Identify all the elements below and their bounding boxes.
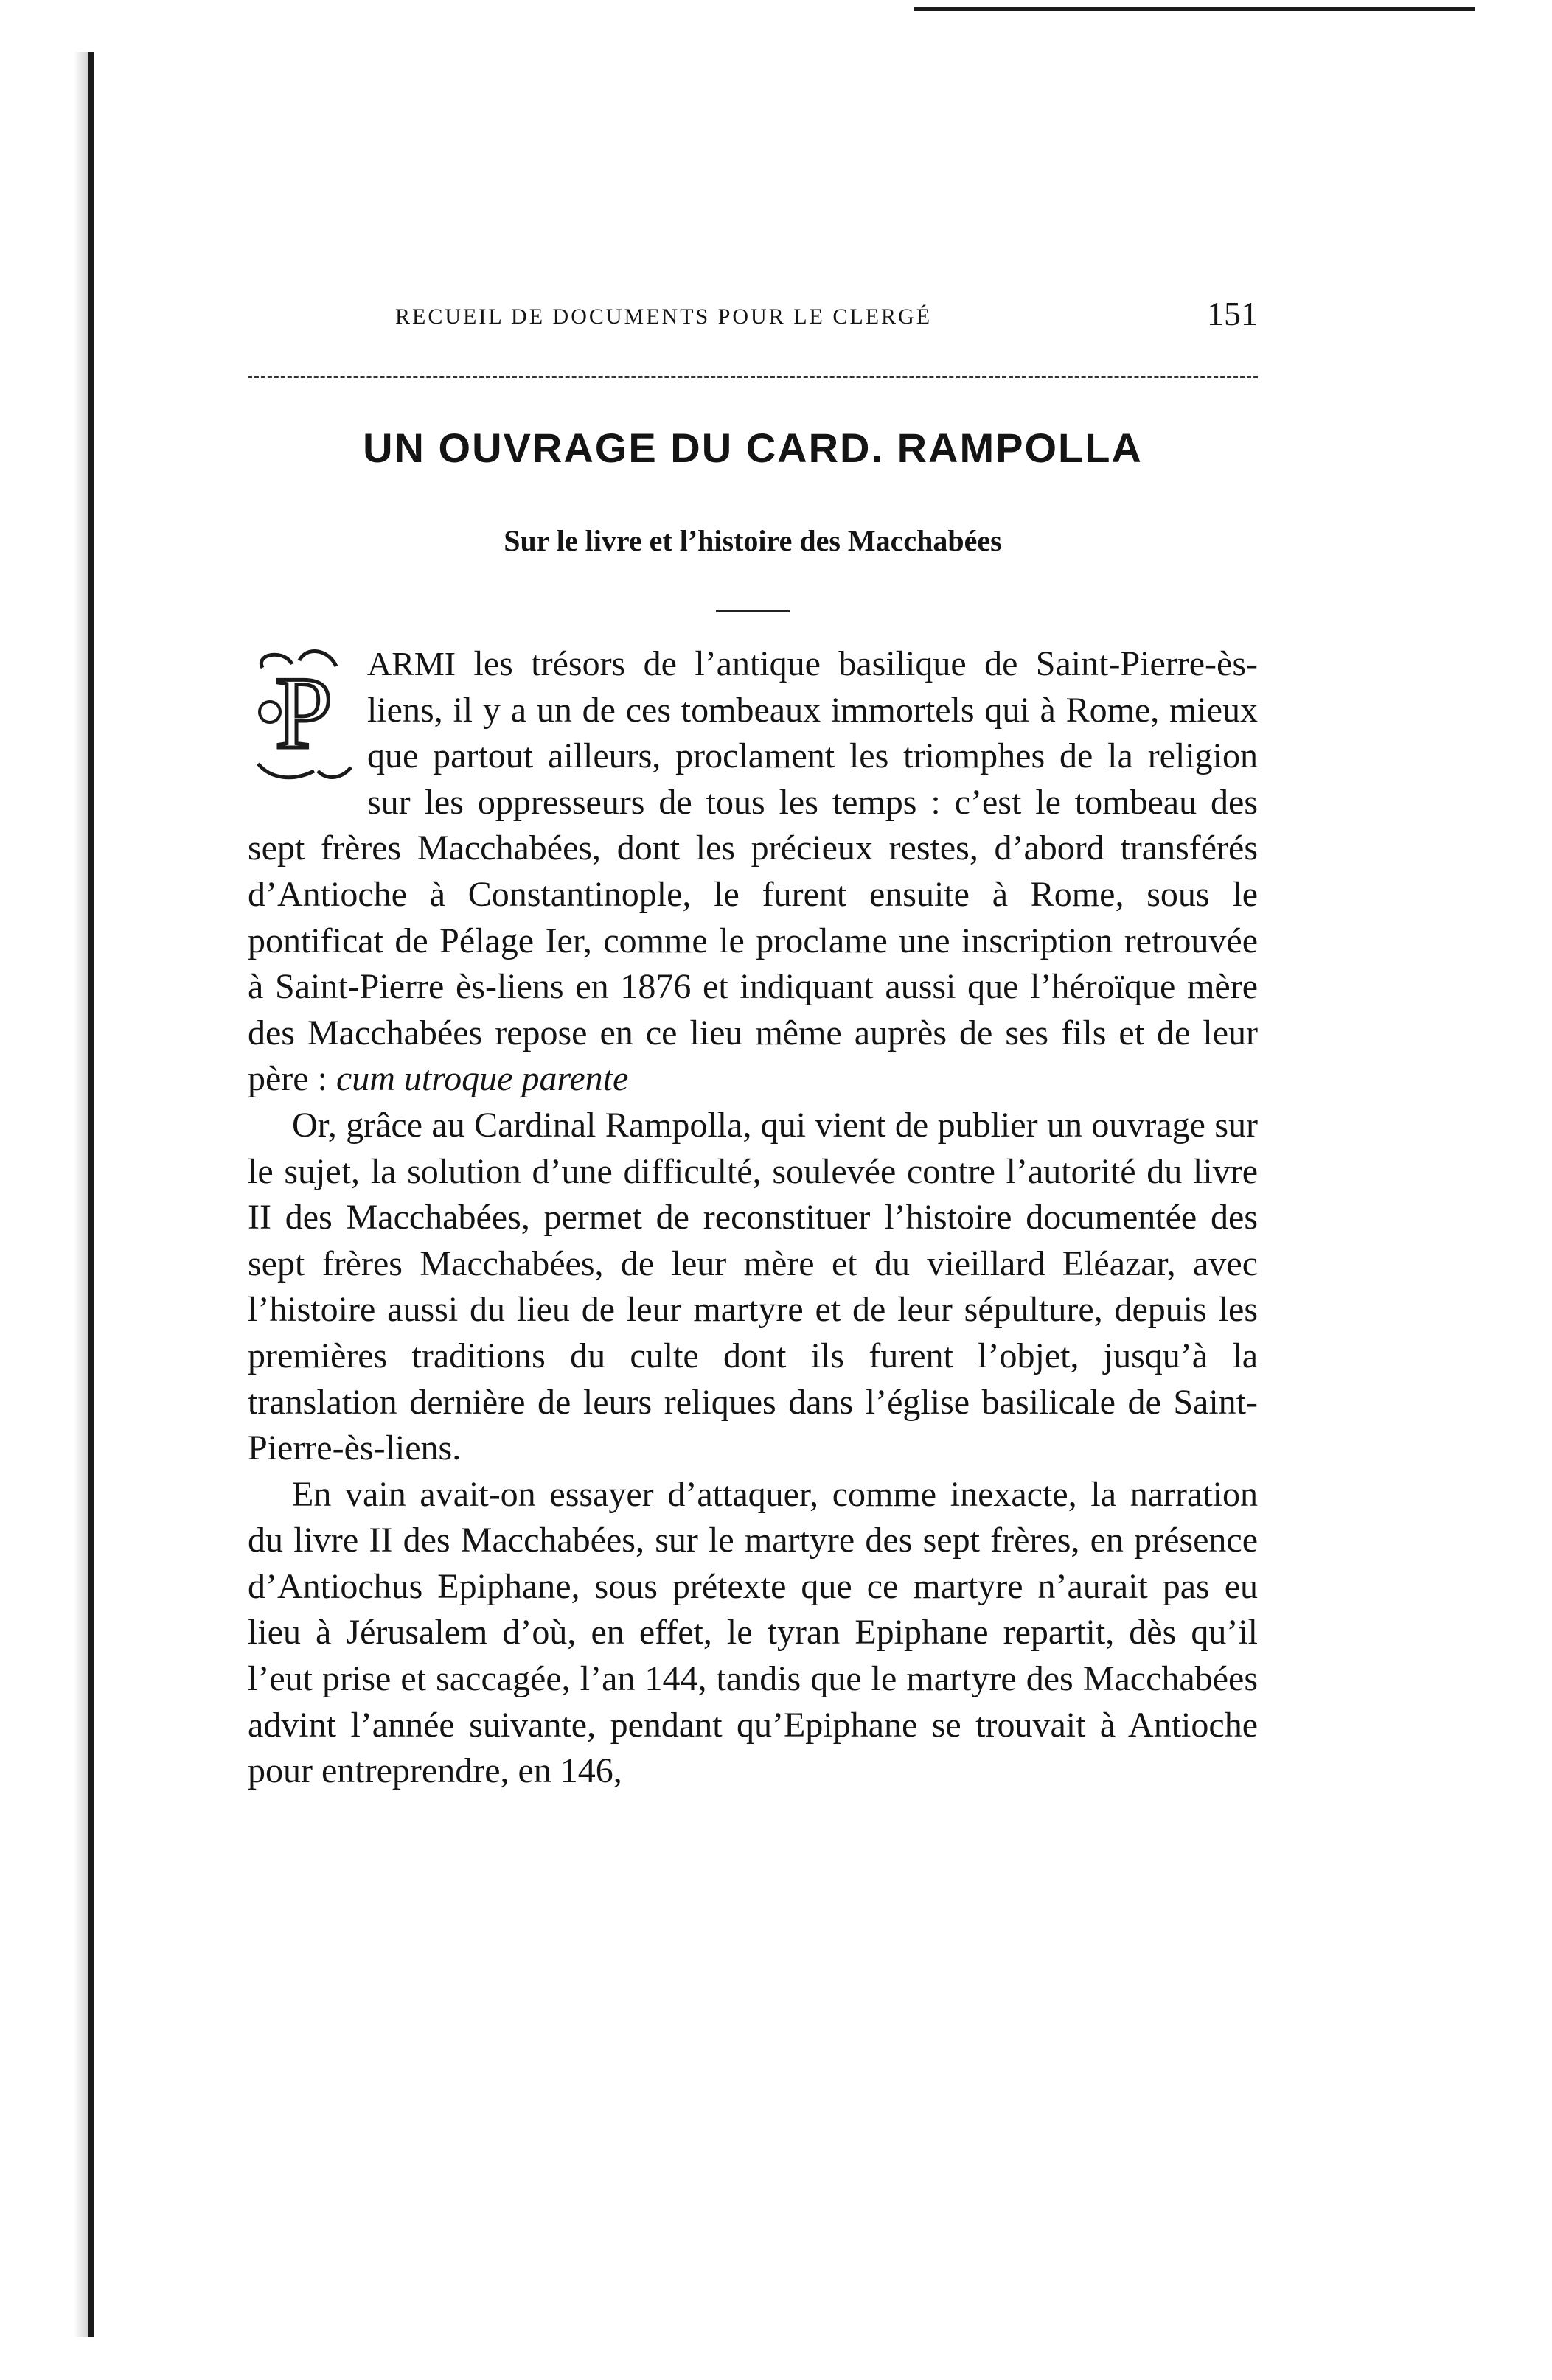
article-subtitle: Sur le livre et l’histoire des Macchabées	[504, 524, 1002, 557]
dropcap-ornament-icon	[248, 646, 357, 786]
paragraph-1-text: les trésors de l’antique basilique de Saint-Pierre-ès-liens, il y a un de ces tombeaux immortels qui à Rome, mieux que partout ailleurs, proclament les triomphes de la religion sur les oppresseurs de tous les temps : c’est le tombeau des sept frères Macchabées, dont les précieux restes, d’abord transférés d’Antioche à Constantinople, le furent ensuite à Rome, sous le pontificat de Pélage Ier, comme le proclame une inscription retrouvée à Saint-Pierre ès-liens en 1876 et indiquant aussi que l’héroïque mère des Macchabées repose en ce lieu même auprès de ses fils et de leur père :	[248, 644, 1258, 1099]
paragraph-1	[248, 641, 1258, 1103]
binding-edge	[88, 52, 94, 2337]
page-number: 151	[1207, 295, 1258, 332]
title-separator	[716, 610, 790, 612]
lead-in-smallcaps: ARMI	[367, 645, 456, 683]
top-scan-line	[914, 7, 1475, 11]
paragraph-2: Or, grâce au Cardinal Rampolla, qui vient de publier un ouvrage sur le sujet, la solution d’une difficulté, soulevée contre l’autorité du livre II des Macchabées, permet de reconstituer l’histoire documentée des sept frères Macchabées, de leur mère et du vieillard Eléazar, avec l’histoire aussi du lieu de leur martyre et de leur sépulture, depuis les premières traditions du culte dont ils furent l’objet, jusqu’à la translation dernière de leurs reliques dans l’église basilicale de Saint-Pierre-ès-liens.	[248, 1105, 1258, 1468]
ornamental-dropcap	[248, 646, 357, 786]
page-edge-shadow	[74, 52, 88, 2337]
header-rule	[248, 376, 1258, 378]
article-body	[248, 641, 1258, 1795]
latin-quote: cum utroque parente	[335, 1059, 629, 1099]
running-head: RECUEIL DE DOCUMENTS POUR LE CLERGÉ	[395, 304, 933, 329]
article-title: UN OUVRAGE DU CARD. RAMPOLLA	[363, 425, 1143, 471]
page-header	[248, 291, 1258, 335]
paragraph-3: En vain avait-on essayer d’attaquer, comme inexacte, la narration du livre II des Macchabées, sur le martyre des sept frères, en présence d’Antiochus Epiphane, sous prétexte que ce martyre n’aurait pas eu lieu à Jérusalem d’où, en effet, le tyran Epiphane repartit, dès qu’il l’eut prise et saccagée, l’an 144, tandis que le martyre des Macchabées advint l’année suivante, pendant qu’Epiphane se trouvait à Antioche pour entreprendre, en 146,	[248, 1474, 1258, 1791]
dropcap-letter: P	[275, 656, 333, 770]
